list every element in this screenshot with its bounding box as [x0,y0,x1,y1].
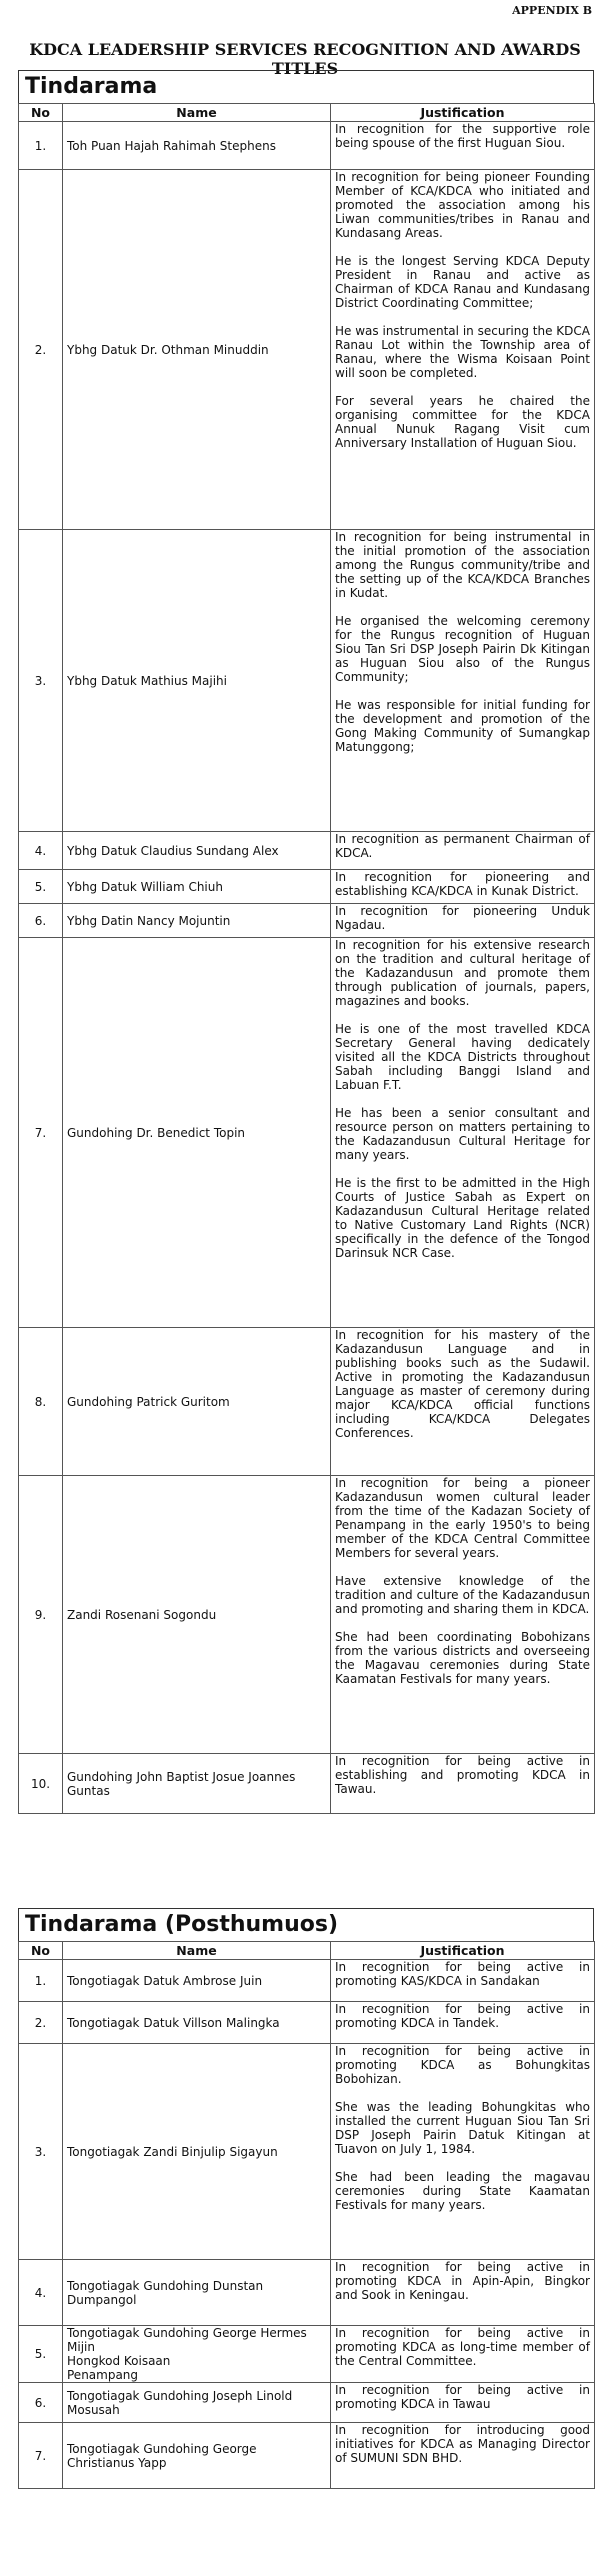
row-number: 10. [19,1754,63,1814]
row-number: 2. [19,2002,63,2044]
tindarama-section [18,70,594,1814]
table-row [19,1328,595,1476]
justification-paragraph: He is the longest Serving KDCA Deputy President in Ranau and active as Chairman of KDCA Ranau and Kundasang District Coordinating Committee; [335,254,590,310]
recipient-name: Tongotiagak Zandi Binjulip Sigayun [63,2044,331,2260]
table-row [19,904,595,938]
row-number: 7. [19,938,63,1328]
section-heading: Tindarama (Posthumuos) [18,1908,594,1941]
justification-paragraph: In recognition for introducing good initiatives for KDCA as Managing Director of SUMUNI SDN BHD. [335,2423,590,2465]
justification-cell [331,870,595,904]
row-number: 8. [19,1328,63,1476]
justification-paragraph: In recognition for being active in promoting KDCA in Apin-Apin, Bingkor and Sook in Keningau. [335,2260,590,2302]
justification-cell [331,2044,595,2260]
row-number: 5. [19,2326,63,2383]
justification-cell [331,2260,595,2326]
justification-cell [331,170,595,530]
row-number: 6. [19,904,63,938]
section-heading: Tindarama [18,70,594,103]
column-header-no: No [19,104,63,122]
justification-cell [331,1754,595,1814]
table-header-row [19,104,595,122]
justification-paragraph: In recognition for pioneering Unduk Ngadau. [335,904,590,932]
justification-cell [331,832,595,870]
row-number: 1. [19,1960,63,2002]
table-row [19,1476,595,1754]
recipient-name: Toh Puan Hajah Rahimah Stephens [63,122,331,170]
justification-cell [331,938,595,1328]
justification-paragraph: In recognition as permanent Chairman of KDCA. [335,832,590,860]
justification-cell [331,1328,595,1476]
table-row [19,2260,595,2326]
recipient-name: Ybhg Datin Nancy Mojuntin [63,904,331,938]
row-number: 1. [19,122,63,170]
appendix-label: APPENDIX B [512,4,592,17]
justification-paragraph: She had been coordinating Bobohizans from the various districts and overseeing the Magavau ceremonies during State Kaamatan Festivals for many years. [335,1630,590,1686]
justification-cell [331,530,595,832]
table-row [19,2002,595,2044]
tindarama-posthumous-section [18,1908,594,2489]
recipient-name: Tongotiagak Gundohing Joseph Linold Mosusah [63,2383,331,2423]
justification-cell [331,904,595,938]
justification-paragraph: She had been leading the magavau ceremonies during State Kaamatan Festivals for many years. [335,2170,590,2212]
row-number: 9. [19,1476,63,1754]
recipient-name: Tongotiagak Datuk Ambrose Juin [63,1960,331,2002]
justification-paragraph: He is the first to be admitted in the High Courts of Justice Sabah as Expert on Kadazandusun Cultural Heritage related to Native Customary Land Rights (NCR) specifically in the defence of the Tongod Darinsuk NCR Case. [335,1176,590,1260]
column-header-no: No [19,1942,63,1960]
row-number: 4. [19,2260,63,2326]
justification-paragraph: In recognition for being active in promoting KDCA as Bohungkitas Bobohizan. [335,2044,590,2086]
table-row [19,1960,595,2002]
justification-paragraph: In recognition for being active in promoting KAS/KDCA in Sandakan [335,1960,590,1988]
justification-paragraph: In recognition for his mastery of the Kadazandusun Language and in publishing books such as the Sudawil. Active in promoting the Kadazandusun Language as master of ceremony during major KCA/KDCA official functions including KCA/KDCA Delegates Conferences. [335,1328,590,1440]
row-number: 2. [19,170,63,530]
justification-paragraph: She was the leading Bohungkitas who installed the current Huguan Siou Tan Sri DSP Joseph Pairin Datuk Kitingan at Tuavon on July 1, 1984. [335,2100,590,2156]
tindarama-table [18,103,595,1814]
table-row [19,2044,595,2260]
posthumous-table [18,1941,595,2489]
justification-paragraph: He has been a senior consultant and resource person on matters pertaining to the Kadazandusun Cultural Heritage for many years. [335,1106,590,1162]
page-title: KDCA LEADERSHIP SERVICES RECOGNITION AND AWARDS TITLES [29,40,581,78]
recipient-name: Tongotiagak Gundohing George Hermes Mijin Hongkod Koisaan Penampang [63,2326,331,2383]
justification-cell [331,2423,595,2489]
justification-cell [331,1476,595,1754]
recipient-name: Ybhg Datuk Dr. Othman Minuddin [63,170,331,530]
recipient-name: Gundohing Dr. Benedict Topin [63,938,331,1328]
justification-paragraph: In recognition for being instrumental in the initial promotion of the association among the Rungus community/tribe and the setting up of the KCA/KDCA Branches in Kudat. [335,530,590,600]
justification-paragraph: He is one of the most travelled KDCA Secretary General having dedicately visited all the KDCA Districts throughout Sabah including Banggi Island and Labuan F.T. [335,1022,590,1092]
recipient-name: Ybhg Datuk William Chiuh [63,870,331,904]
recipient-name: Ybhg Datuk Mathius Majihi [63,530,331,832]
table-row [19,170,595,530]
table-row [19,2326,595,2383]
column-header-name: Name [63,1942,331,1960]
justification-cell [331,122,595,170]
justification-paragraph: In recognition for being pioneer Founding Member of KCA/KDCA who initiated and promoted the association among his Liwan communities/tribes in Ranau and Kundasang Areas. [335,170,590,240]
justification-paragraph: In recognition for being a pioneer Kadazandusun women cultural leader from the time of the Kadazan Society of Penampang in the early 1950's to being member of the KDCA Central Committee Members for several years. [335,1476,590,1560]
justification-paragraph: Have extensive knowledge of the tradition and culture of the Kadazandusun and promoting and sharing them in KDCA. [335,1574,590,1616]
row-number: 3. [19,530,63,832]
justification-paragraph: In recognition for being active in promoting KDCA in Tawau [335,2383,590,2411]
table-row [19,1754,595,1814]
table-row [19,122,595,170]
row-number: 4. [19,832,63,870]
justification-cell [331,2326,595,2383]
row-number: 5. [19,870,63,904]
recipient-name: Zandi Rosenani Sogondu [63,1476,331,1754]
row-number: 6. [19,2383,63,2423]
table-row [19,938,595,1328]
column-header-justification: Justification [331,1942,595,1960]
recipient-name: Gundohing John Baptist Josue Joannes Guntas [63,1754,331,1814]
justification-cell [331,2383,595,2423]
table-row [19,2423,595,2489]
table-row [19,2383,595,2423]
justification-paragraph: In recognition for his extensive research on the tradition and cultural heritage of the Kadazandusun and promote them through publication of journals, papers, magazines and books. [335,938,590,1008]
recipient-name: Tongotiagak Gundohing Dunstan Dumpangol [63,2260,331,2326]
justification-paragraph: He was instrumental in securing the KDCA Ranau Lot within the Township area of Ranau, where the Wisma Koisaan Point will soon be completed. [335,324,590,380]
row-number: 7. [19,2423,63,2489]
column-header-justification: Justification [331,104,595,122]
recipient-name: Ybhg Datuk Claudius Sundang Alex [63,832,331,870]
table-row [19,870,595,904]
justification-paragraph: In recognition for pioneering and establishing KCA/KDCA in Kunak District. [335,870,590,898]
recipient-name: Tongotiagak Datuk Villson Malingka [63,2002,331,2044]
justification-cell [331,1960,595,2002]
table-row [19,832,595,870]
justification-paragraph: In recognition for the supportive role being spouse of the first Huguan Siou. [335,122,590,150]
row-number: 3. [19,2044,63,2260]
column-header-name: Name [63,104,331,122]
justification-cell [331,2002,595,2044]
justification-paragraph: In recognition for being active in promoting KDCA in Tandek. [335,2002,590,2030]
recipient-name: Tongotiagak Gundohing George Christianus Yapp [63,2423,331,2489]
justification-paragraph: He was responsible for initial funding for the development and promotion of the Gong Making Community of Sumangkap Matunggong; [335,698,590,754]
recipient-name: Gundohing Patrick Guritom [63,1328,331,1476]
justification-paragraph: In recognition for being active in establishing and promoting KDCA in Tawau. [335,1754,590,1796]
table-row [19,530,595,832]
table-header-row [19,1942,595,1960]
justification-paragraph: For several years he chaired the organising committee for the KDCA Annual Nunuk Ragang Visit cum Anniversary Installation of Huguan Siou. [335,394,590,450]
justification-paragraph: In recognition for being active in promoting KDCA as long-time member of the Central Committee. [335,2326,590,2368]
justification-paragraph: He organised the welcoming ceremony for the Rungus recognition of Huguan Siou Tan Sri DSP Joseph Pairin Dk Kitingan as Huguan Siou also of the Rungus Community; [335,614,590,684]
